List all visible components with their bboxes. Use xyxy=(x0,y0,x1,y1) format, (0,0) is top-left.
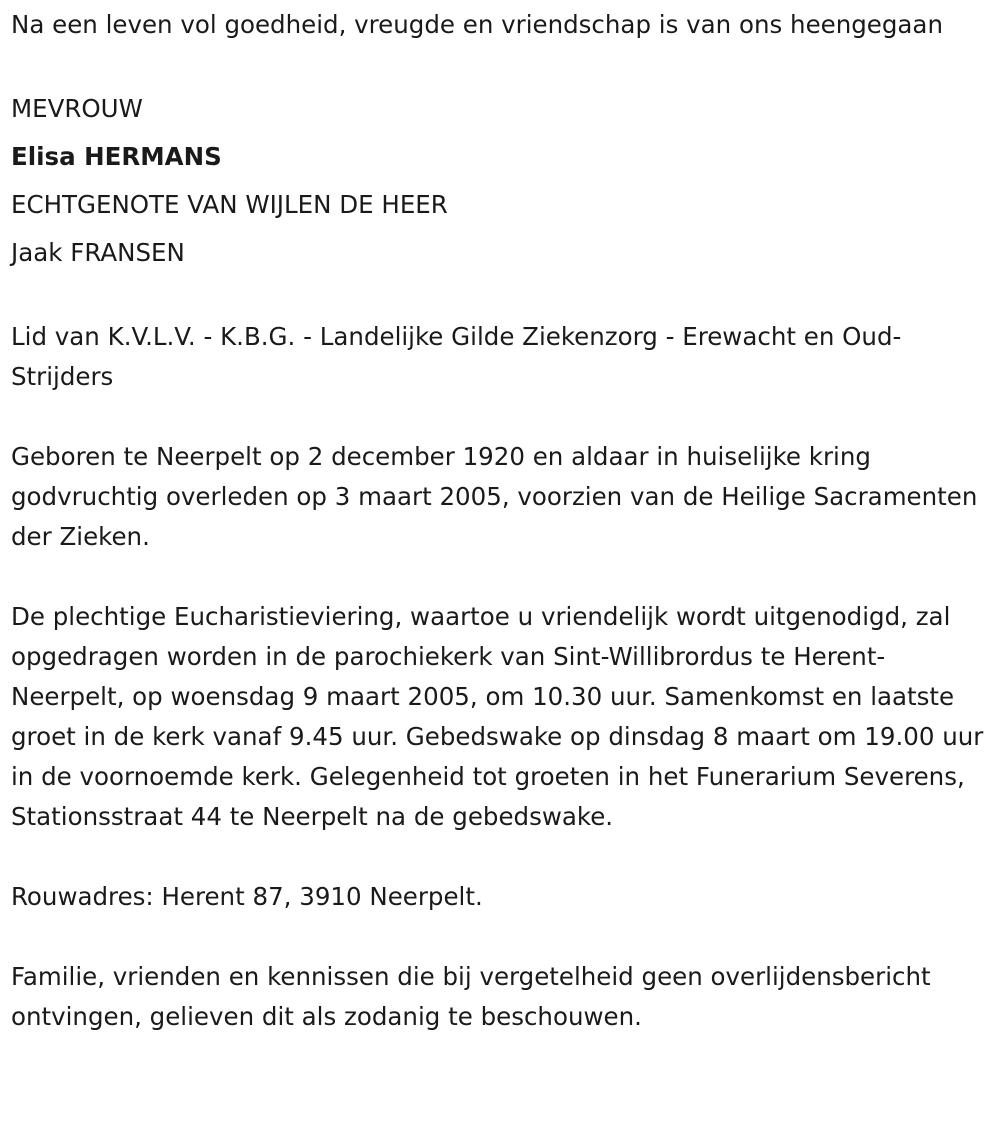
spacer xyxy=(11,397,991,437)
relation-line: ECHTGENOTE VAN WIJLEN DE HEER xyxy=(11,190,448,219)
spacer xyxy=(11,837,991,877)
closing-paragraph: Familie, vrienden en kennissen die bij vergetelheid geen overlijdensbericht ontvingen, gelieven dit als zodanig te beschouwen. xyxy=(11,962,931,1031)
spacer xyxy=(11,917,991,957)
spacer xyxy=(11,557,991,597)
obituary-notice xyxy=(11,5,991,1037)
intro-paragraph: Na een leven vol goedheid, vreugde en vriendschap is van ons heengegaan xyxy=(11,10,943,39)
title-line: MEVROUW xyxy=(11,94,143,123)
birth-death-paragraph: Geboren te Neerpelt op 2 december 1920 en aldaar in huiselijke kring godvruchtig overleden op 3 maart 2005, voorzien van de Heilige Sacramenten der Zieken. xyxy=(11,442,978,551)
spouse-name: Jaak FRANSEN xyxy=(11,238,185,267)
spacer xyxy=(11,45,991,85)
deceased-name: Elisa HERMANS xyxy=(11,142,222,171)
membership-paragraph: Lid van K.V.L.V. - K.B.G. - Landelijke Gilde Ziekenzorg - Erewacht en Oud-Strijders xyxy=(11,322,902,391)
ceremony-paragraph: De plechtige Eucharistieviering, waartoe u vriendelijk wordt uitgenodigd, zal opgedragen worden in de parochiekerk van Sint-Willibrordus te Herent-Neerpelt, op woensdag 9 maart 2005, om 10.30 uur. Samenkomst en laatste groet in de kerk vanaf 9.45 uur. Gebedswake op dinsdag 8 maart om 19.00 uur in de voornoemde kerk. Gelegenheid tot groeten in het Funerarium Severens, Stationsstraat 44 te Neerpelt na de gebedswake. xyxy=(11,602,984,831)
spacer xyxy=(11,277,991,317)
address-line: Rouwadres: Herent 87, 3910 Neerpelt. xyxy=(11,882,483,911)
